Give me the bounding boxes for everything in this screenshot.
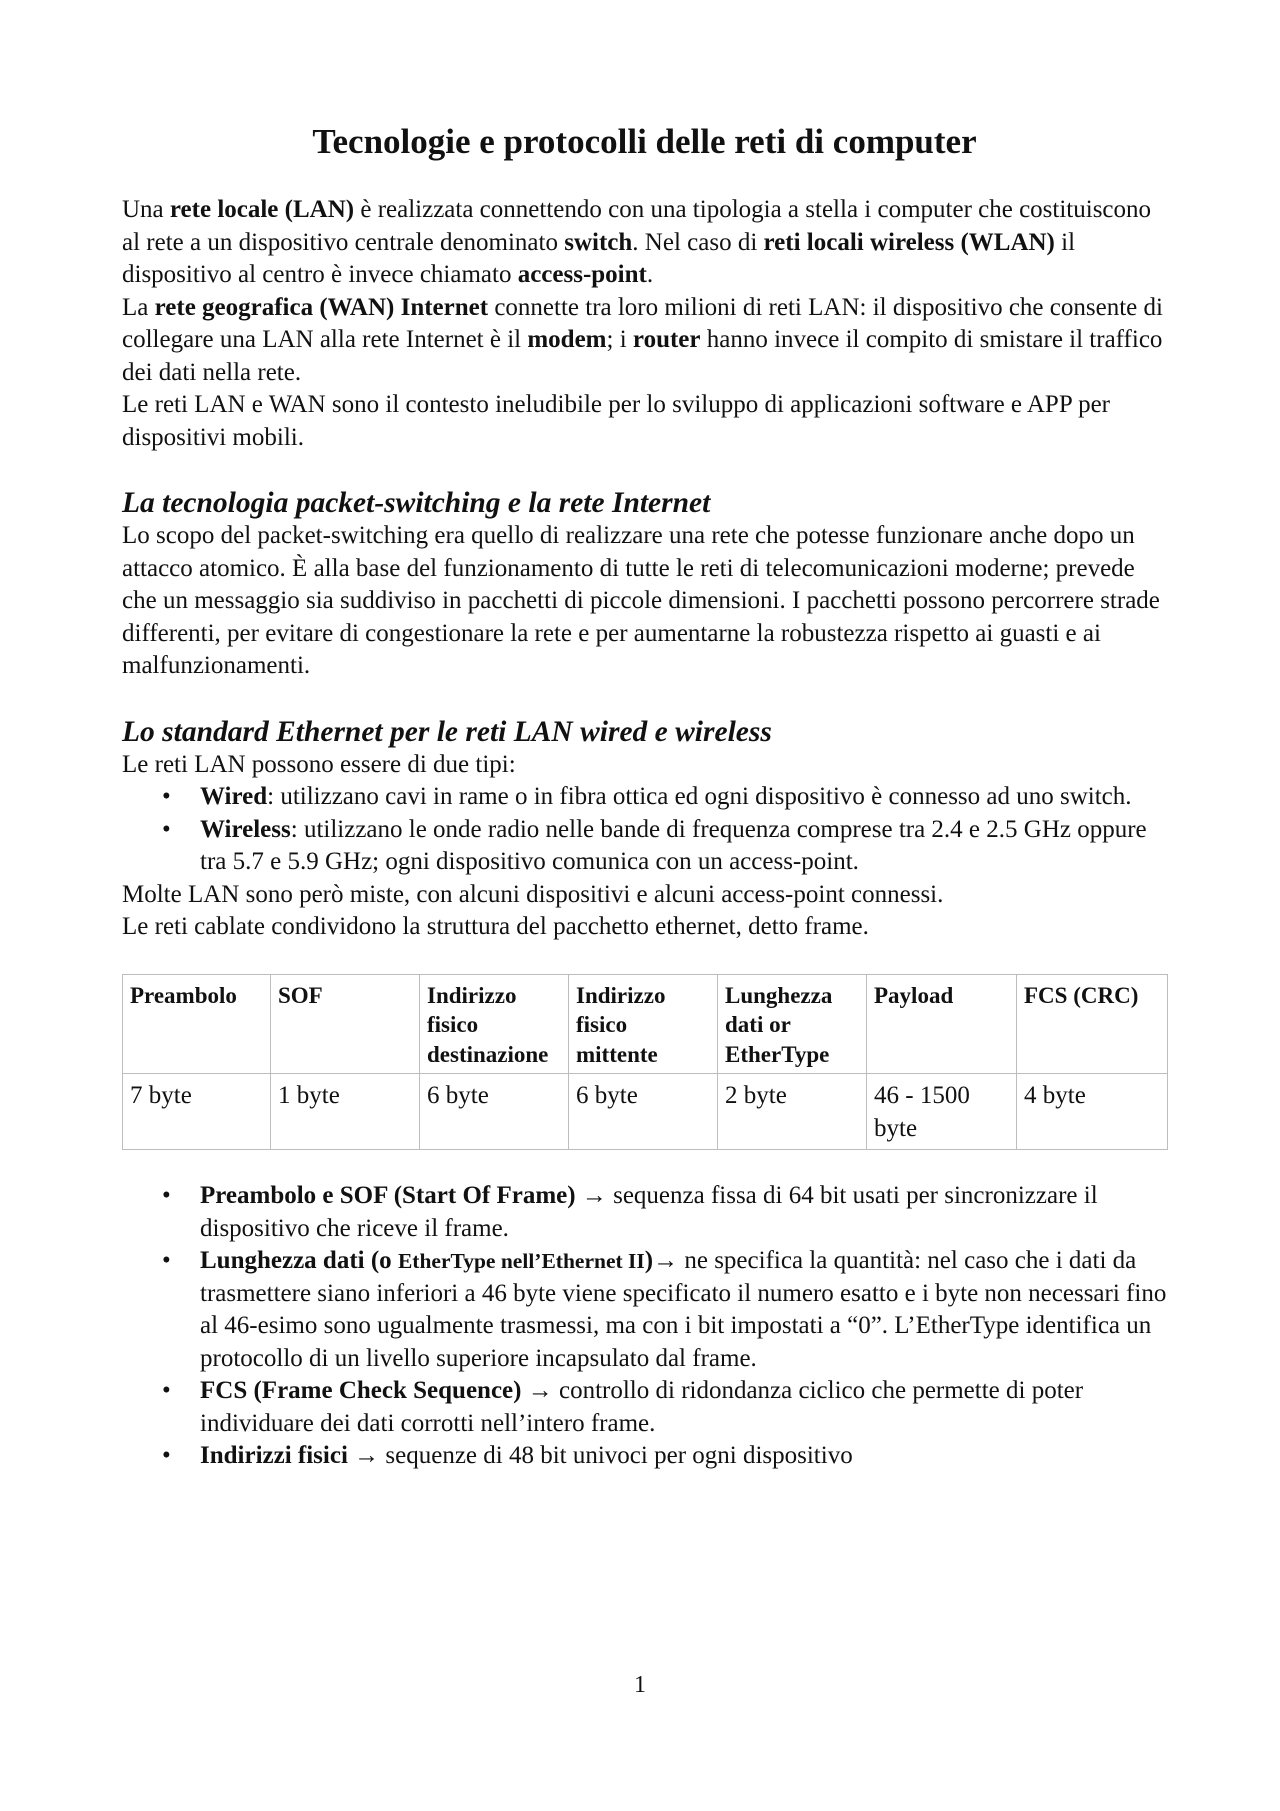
value-cell: 6 byte — [569, 1074, 718, 1150]
value-cell: 6 byte — [420, 1074, 569, 1150]
intro-paragraph-context: Le reti LAN e WAN sono il contesto ineludibile per lo sviluppo di applicazioni software e APP per dispositivi mobili. — [122, 391, 1110, 451]
text-run: il dispositivo al centro è invece chiamato — [122, 228, 1076, 288]
bullet-icon: • — [162, 1182, 171, 1209]
text-run: hanno invece il compito di smistare il traffico dei dati nella rete. — [122, 326, 1163, 386]
term-ethertype: EtherType nell’Ethernet II — [397, 1249, 645, 1273]
list-item-lunghezza — [122, 1245, 1167, 1375]
bold-term: access-point — [517, 261, 647, 288]
term-wireless: Wireless — [200, 815, 291, 843]
intro-paragraph-wan — [122, 292, 1167, 390]
bold-term: rete locale (LAN) — [169, 196, 355, 223]
desc-wireless: : utilizzano le onde radio nelle bande di frequenza comprese tra 2.4 e 2.5 GHz oppure tra 5.7 e 5.9 GHz; ogni dispositivo comunica con un access-point. — [200, 815, 1147, 875]
bold-term: modem — [527, 326, 607, 353]
value-cell: 46 - 1500 byte — [867, 1074, 1017, 1150]
list-item-wired — [122, 781, 1167, 814]
bullet-icon: • — [162, 815, 171, 843]
header-cell: Preambolo — [123, 974, 271, 1074]
page-number: 1 — [634, 1672, 646, 1698]
table-header-row — [123, 974, 1168, 1074]
header-cell: Payload — [867, 974, 1017, 1074]
bullet-icon: • — [162, 1442, 171, 1469]
header-cell: Lunghezza dati or EtherType — [718, 974, 867, 1074]
term-preambolo: Preambolo e SOF (Start Of Frame) — [200, 1182, 576, 1209]
page-content — [122, 120, 1167, 1473]
list-item-preambolo — [122, 1180, 1167, 1245]
desc-indirizzi: → sequenze di 48 bit univoci per ogni dispositivo — [347, 1442, 853, 1469]
intro-paragraph-lan — [122, 194, 1167, 292]
bold-term: router — [632, 326, 701, 353]
desc-fcs: → controllo di ridondanza ciclico che permette di poter individuare dei dati corrotti nell’intero frame. — [200, 1377, 1084, 1437]
desc-preambolo: → sequenza fissa di 64 bit usati per sincronizzare il dispositivo che riceve il frame. — [200, 1182, 1098, 1242]
desc-wired: : utilizzano cavi in rame o in fibra ottica ed ogni dispositivo è connesso ad uno switch. — [267, 783, 1132, 810]
lan-types-lead: Le reti LAN possono essere di due tipi: — [122, 750, 516, 778]
value-cell: 4 byte — [1017, 1074, 1168, 1150]
desc-lunghezza: → ne specifica la quantità: nel caso che i dati da trasmettere siano inferiori a 46 byte viene specificato il numero esatto e i byte non necessari fino al 46-esimo sono ugualmente trasmessi, ma con i bit impostati a “0”. L’EtherType identifica un protocollo di un livello superiore incapsulato dal frame. — [200, 1247, 1167, 1372]
mixed-lan-note: Molte LAN sono però miste, con alcuni dispositivi e alcuni access-point connessi. — [122, 880, 944, 908]
section-body-packet-switching: Lo scopo del packet-switching era quello di realizzare una rete che potesse funzionare anche dopo un attacco atomico. È alla base del funzionamento di tutte le reti di telecomunicazioni moderne; prevede che un messaggio sia suddiviso in pacchetti di piccole dimensioni. I pacchetti possono percorrere strade differenti, per evitare di congestionare la rete e per aumentarne la robustezza rispetto ai guasti e ai malfunzionamenti. — [122, 522, 1160, 679]
bullet-icon: • — [162, 1377, 171, 1404]
bullet-icon: • — [162, 1247, 171, 1274]
section-title-packet-switching: La tecnologia packet-switching e la rete Internet — [122, 487, 711, 519]
list-item-fcs — [122, 1375, 1167, 1440]
value-cell: 2 byte — [718, 1074, 867, 1150]
text-run: connette tra loro milioni di reti LAN: il dispositivo che consente di collegare una LAN alla rete Internet è il — [122, 293, 1163, 353]
bold-term: switch — [564, 228, 633, 256]
list-item-indirizzi — [122, 1440, 1167, 1473]
bold-term: rete geografica (WAN) Internet — [154, 293, 489, 321]
header-cell: FCS (CRC) — [1017, 974, 1168, 1074]
term-fcs: FCS (Frame Check Sequence) — [200, 1377, 522, 1404]
term-indirizzi: Indirizzi fisici — [200, 1442, 348, 1469]
frame-fields-list — [122, 1180, 1167, 1473]
text-run: . — [646, 261, 654, 288]
list-item-wireless — [122, 814, 1167, 879]
text-run: ; i — [606, 326, 633, 353]
text-run: Una — [122, 196, 170, 223]
ethernet-frame-table — [122, 974, 1168, 1151]
page-title: Tecnologie e protocolli delle reti di computer — [312, 122, 977, 161]
frame-intro: Le reti cablate condividono la struttura del pacchetto ethernet, detto frame. — [122, 913, 869, 940]
term-wired: Wired — [200, 783, 268, 810]
section-title-ethernet: Lo standard Ethernet per le reti LAN wired e wireless — [122, 715, 772, 748]
text-run: La — [122, 293, 155, 321]
lan-types-list — [122, 781, 1167, 879]
header-cell: Indirizzo fisico mittente — [569, 974, 718, 1074]
header-cell: SOF — [271, 974, 420, 1074]
bullet-icon: • — [162, 783, 171, 810]
text-run: è realizzata connettendo con una tipologia a stella i computer che costituiscono al rete a un dispositivo centrale denominato — [122, 196, 1152, 256]
header-cell: Indirizzo fisico destinazione — [420, 974, 569, 1074]
bold-term: reti locali wireless (WLAN) — [763, 228, 1055, 256]
term-lunghezza: Lunghezza dati (o — [200, 1247, 398, 1274]
text-run: . Nel caso di — [632, 228, 764, 256]
value-cell: 1 byte — [271, 1074, 420, 1150]
table-row — [123, 1074, 1168, 1150]
term-lunghezza-end: ) — [644, 1247, 654, 1274]
value-cell: 7 byte — [123, 1074, 271, 1150]
